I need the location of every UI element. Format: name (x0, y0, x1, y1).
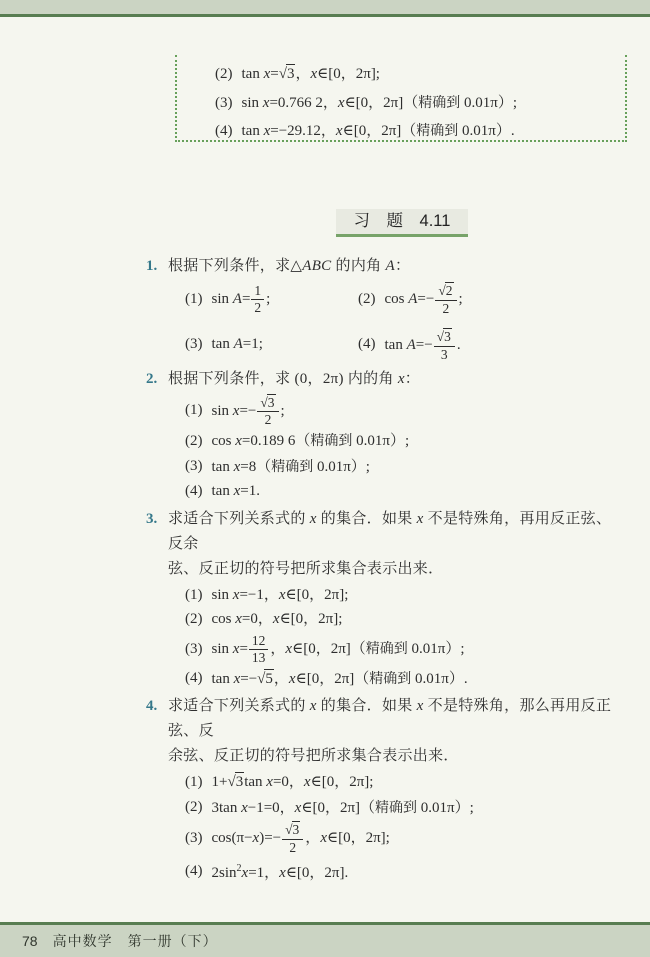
excerpt-items (215, 60, 625, 144)
item-expression: cos x=0，x∈[0，2π]; (211, 611, 343, 628)
problem-number: 2. (146, 370, 158, 387)
item-label: (2) (358, 290, 376, 307)
item-label: (3) (215, 95, 233, 111)
exercise-item (185, 796, 619, 821)
item-label: (2) (215, 66, 233, 82)
item-label: (3) (185, 829, 203, 846)
exercise-item (185, 429, 619, 454)
exercise-item (185, 480, 619, 504)
item-label: (2) (185, 432, 203, 449)
section-header-label: 习 题 4.11 (353, 212, 451, 230)
problem-items (168, 394, 619, 504)
item-label: (4) (185, 862, 203, 879)
problem-4 (145, 694, 619, 885)
item-expression: cos x=0.189 6（精确到 0.01π）; (211, 432, 410, 450)
item-expression: tan x=√3，x∈[0，2π]; (241, 66, 380, 82)
problem-statement: 求适合下列关系式的 x 的集合．如果 x 不是特殊角，再用反正弦、反余 (168, 510, 612, 552)
item-expression: tan x=−29.12，x∈[0，2π]（精确到 0.01π）. (241, 122, 515, 139)
item-expression: sin x=0.766 2，x∈[0，2π]（精确到 0.01π）; (241, 94, 517, 111)
exercise-item (185, 455, 619, 480)
problem-items (168, 584, 619, 691)
section-header (336, 209, 468, 237)
page-number: 78 (22, 933, 38, 949)
exercise-item (185, 608, 619, 632)
item-expression: tan A=− $\frac{√3}{3}$ . (384, 328, 461, 362)
excerpt-item (215, 88, 625, 116)
item-expression: sin x= $\frac{12}{13}$ ，x∈[0，2π]（精确到 0.01π）; (211, 632, 465, 665)
problem-2 (145, 367, 619, 504)
item-label: (3) (185, 458, 203, 475)
item-label: (4) (185, 483, 203, 500)
item-expression: cos A=− $\frac{√2}{2}$ ; (384, 283, 463, 316)
exercise-item (185, 821, 619, 856)
item-label: (4) (185, 670, 203, 687)
item-expression: tan x=8（精确到 0.01π）; (211, 457, 370, 475)
problem-statement: 根据下列条件，求△ABC 的内角 A： (168, 258, 411, 274)
problem-number: 4. (146, 698, 158, 715)
exercise-item (185, 667, 619, 692)
item-label: (3) (185, 336, 203, 353)
item-expression: sin x=−1，x∈[0，2π]; (211, 586, 349, 603)
exercise-item (185, 328, 358, 363)
exercise-item (185, 584, 619, 608)
problem-items (168, 771, 619, 885)
item-expression: cos(π−x)=− $\frac{√3}{2}$ ，x∈[0，2π]; (211, 822, 390, 856)
problem-3 (145, 507, 619, 691)
excerpt-item (215, 116, 625, 144)
item-expression: 1+√3tan x=0，x∈[0，2π]; (211, 774, 374, 791)
exercise-item (185, 394, 619, 429)
exercise-item (185, 633, 619, 666)
item-expression: tan x=−√5，x∈[0，2π]（精确到 0.01π）. (211, 669, 468, 687)
exercise-item (358, 282, 619, 317)
excerpt-item (215, 60, 625, 88)
exercise-item (185, 857, 619, 886)
exercise-item (185, 282, 358, 317)
excerpt-box (175, 55, 627, 142)
problem-statement: 根据下列条件，求 (0，2π) 内的角 x： (168, 370, 421, 387)
item-expression: sin A= $\frac{1}{2}$ ; (211, 282, 271, 315)
item-label: (4) (358, 336, 376, 353)
exercise-item (358, 328, 619, 363)
item-label: (1) (185, 774, 203, 791)
item-expression: tan x=1. (211, 483, 260, 500)
problem-statement: 求适合下列关系式的 x 的集合．如果 x 不是特殊角，那么再用反正弦、反 (168, 698, 612, 740)
top-page-band (0, 0, 650, 17)
problem-statement: 弦、反正切的符号把所求集合表示出来． (168, 560, 444, 577)
problems-list (145, 254, 619, 889)
footer-band (0, 922, 650, 957)
item-label: (1) (185, 586, 203, 603)
item-label: (3) (185, 640, 203, 657)
item-label: (4) (215, 123, 233, 139)
item-label: (2) (185, 799, 203, 816)
item-expression: tan A=1; (211, 336, 263, 353)
item-expression: $2\sin^2x=1$，x∈[0，2π]. (211, 863, 349, 882)
problem-number: 1. (146, 258, 158, 274)
problem-statement: 余弦、反正切的符号把所求集合表示出来． (168, 748, 459, 765)
item-expression: sin x=− $\frac{√3}{2}$ ; (211, 394, 285, 428)
problem-1 (145, 254, 619, 364)
problem-items (168, 281, 619, 364)
item-label: (1) (185, 290, 203, 307)
item-expression: 3tan x−1=0，x∈[0，2π]（精确到 0.01π）; (211, 798, 474, 816)
exercise-item (185, 771, 619, 795)
item-label: (2) (185, 611, 203, 628)
problem-number: 3. (146, 510, 158, 527)
book-title: 高中数学 第一册（下） (52, 933, 218, 949)
item-label: (1) (185, 402, 203, 419)
